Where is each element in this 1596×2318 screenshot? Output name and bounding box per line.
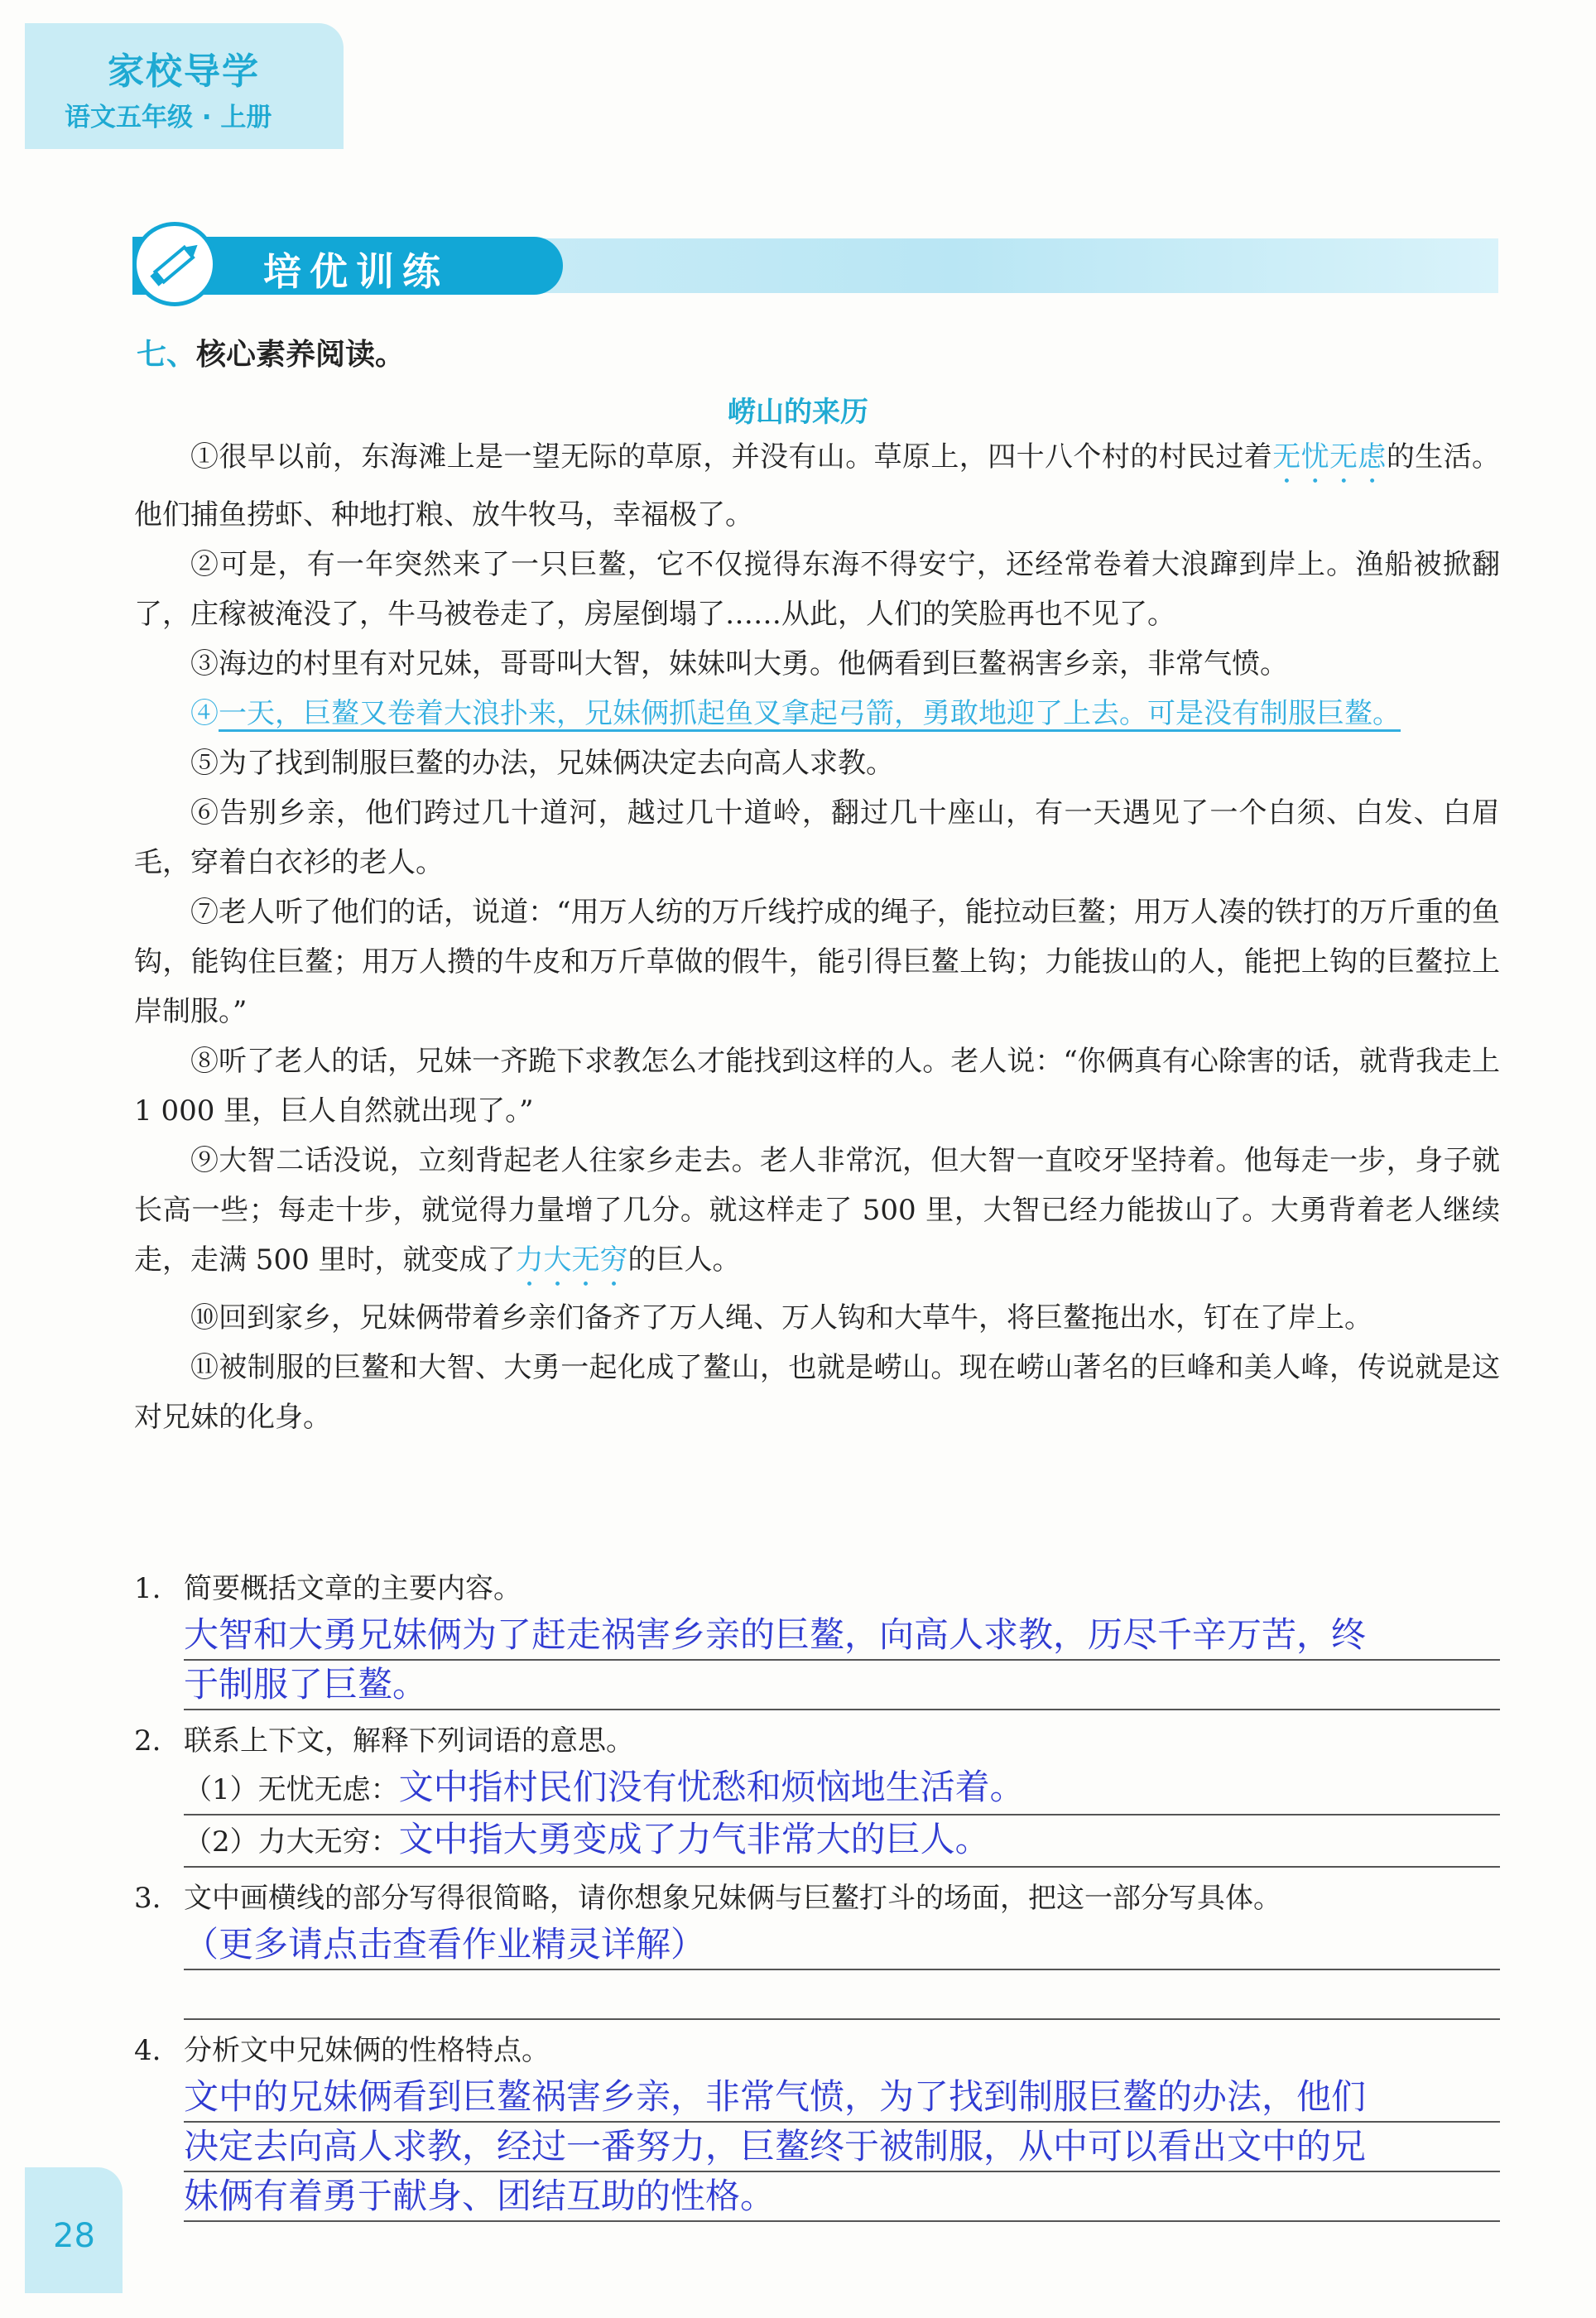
answer-2-1[interactable] xyxy=(184,1763,1500,1815)
question-4-text: 分析文中兄妹俩的性格特点。 xyxy=(184,2034,550,2067)
header-title: 家校导学 xyxy=(108,50,260,93)
sub-1-answer: 文中指村民们没有忧愁和烦恼地生活着。 xyxy=(398,1767,1025,1807)
paragraph-6: ⑥告别乡亲，他们跨过几十道河，越过几十道岭，翻过几十座山，有一天遇见了一个白须、白发、白眉毛，穿着白衣衫的老人。 xyxy=(134,796,1500,879)
question-1-text: 简要概括文章的主要内容。 xyxy=(184,1572,522,1605)
question-3 xyxy=(134,1876,1500,2020)
paragraph-5: ⑤为了找到制服巨鳌的办法，兄妹俩决定去向高人求教。 xyxy=(190,747,894,780)
sub-2-answer: 文中指大勇变成了力气非常大的巨人。 xyxy=(398,1819,990,1859)
paragraph-10: ⑩回到家乡，兄妹俩带着乡亲们备齐了万人绳、万人钩和大草牛，将巨鳌拖出水，钉在了岸上。 xyxy=(190,1301,1372,1335)
dotted-term-lidawuqiong: 力大无穷 xyxy=(515,1243,628,1277)
story-title: 崂山的来历 xyxy=(728,396,868,429)
questions xyxy=(134,1566,1500,2222)
paragraph-4-number: ④ xyxy=(190,697,219,730)
question-4-number: 4. xyxy=(134,2034,161,2067)
paragraph-2: ②可是，有一年突然来了一只巨鳌，它不仅搅得东海不得安宁，还经常卷着大浪蹿到岸上。渔船被掀翻了，庄稼被淹没了，牛马被卷走了，房屋倒塌了……从此，人们的笑脸再也不见了。 xyxy=(134,548,1500,631)
answer-2-2[interactable] xyxy=(184,1815,1500,1868)
paragraph-1-text-a: ①很早以前，东海滩上是一望无际的草原，并没有山。草原上，四十八个村的村民过着 xyxy=(190,440,1273,474)
paragraph-1-text-b: 的生活。他们捕鱼捞虾、种地打粮、放牛牧马，幸福极了。 xyxy=(134,440,1501,531)
section-heading xyxy=(137,331,405,373)
paragraph-4 xyxy=(134,689,1500,738)
question-3-number: 3. xyxy=(134,1882,161,1915)
story-body xyxy=(134,432,1500,1442)
header-badge xyxy=(25,23,344,149)
answer-4-line-3: 妹俩有着勇于献身、团结互助的性格。 xyxy=(184,2172,1500,2222)
sub-1-label: （1）无忧无虑： xyxy=(184,1773,399,1806)
answer-4-line-2: 决定去向高人求教，经过一番努力，巨鳌终于被制服，从中可以看出文中的兄 xyxy=(184,2123,1500,2172)
underlined-passage: 一天，巨鳌又卷着大浪扑来，兄妹俩抓起鱼叉拿起弓箭，勇敢地迎了上去。可是没有制服巨鳌。 xyxy=(219,697,1401,730)
paragraph-3: ③海边的村里有对兄妹，哥哥叫大智，妹妹叫大勇。他俩看到巨鳌祸害乡亲，非常气愤。 xyxy=(190,647,1288,680)
answer-1-line-1: 大智和大勇兄妹俩为了赶走祸害乡亲的巨鳌，向高人求教，历尽千辛万苦，终 xyxy=(184,1611,1500,1661)
question-2 xyxy=(134,1719,1500,1868)
dotted-term-wuyouwulv: 无忧无虑 xyxy=(1272,440,1387,474)
question-2-number: 2. xyxy=(134,1724,161,1758)
question-2-text: 联系上下文，解释下列词语的意思。 xyxy=(184,1724,634,1758)
answer-1-line-2: 于制服了巨鳌。 xyxy=(184,1661,1500,1710)
answer-1[interactable] xyxy=(184,1611,1500,1710)
answer-3-line-1: （更多请点击查看作业精灵详解） xyxy=(184,1921,1500,1970)
page-number-tab xyxy=(25,2167,123,2293)
paragraph-8: ⑧听了老人的话，兄妹一齐跪下求教怎么才能找到这样的人。老人说：“你俩真有心除害的话，就背我走上 1 000 里，巨人自然就出现了。” xyxy=(134,1045,1500,1128)
answer-4-line-1: 文中的兄妹俩看到巨鳌祸害乡亲，非常气愤，为了找到制服巨鳌的办法，他们 xyxy=(184,2073,1500,2123)
paragraph-9-text-b: 的巨人。 xyxy=(627,1243,741,1277)
answer-4[interactable] xyxy=(184,2073,1500,2222)
section-title: 核心素养阅读。 xyxy=(196,338,406,372)
section-number: 七、 xyxy=(137,338,197,372)
question-4 xyxy=(134,2028,1500,2222)
header-subtitle: 语文五年级 · 上册 xyxy=(65,103,272,132)
paragraph-11: ⑪被制服的巨鳌和大智、大勇一起化成了鳌山，也就是崂山。现在崂山著名的巨峰和美人峰，传说就是这对兄妹的化身。 xyxy=(134,1351,1500,1434)
question-3-text: 文中画横线的部分写得很简略，请你想象兄妹俩与巨鳌打斗的场面，把这一部分写具体。 xyxy=(184,1882,1281,1915)
paragraph-1 xyxy=(134,432,1500,540)
paragraph-9-text-a: ⑨大智二话没说，立刻背起老人往家乡走去。老人非常沉，但大智一直咬牙坚持着。他每走一步，身子就长高一些；每走十步，就觉得力量增了几分。就这样走了 500 里，大智已经力能拔山了。大勇背着老人继续走，走满 500 里时，就变成了 xyxy=(134,1144,1500,1277)
paragraph-7: ⑦老人听了他们的话，说道：“用万人纺的万斤线拧成的绳子，能拉动巨鳌；用万人凑的铁打的万斤重的鱼钩，能钩住巨鳌；用万人攒的牛皮和万斤草做的假牛，能引得巨鳌上钩；力能拔山的人，能把上钩的巨鳌拉上岸制服。” xyxy=(134,896,1500,1028)
answer-3-line-2 xyxy=(184,1970,1500,2020)
pencil-icon xyxy=(132,222,217,306)
page-number: 28 xyxy=(53,2217,95,2255)
question-1 xyxy=(134,1566,1500,1710)
question-1-number: 1. xyxy=(134,1572,161,1605)
paragraph-9 xyxy=(134,1136,1500,1293)
banner-title: 培优训练 xyxy=(263,249,449,294)
sub-2-label: （2）力大无穷： xyxy=(184,1825,399,1859)
answer-3[interactable] xyxy=(184,1921,1500,2020)
